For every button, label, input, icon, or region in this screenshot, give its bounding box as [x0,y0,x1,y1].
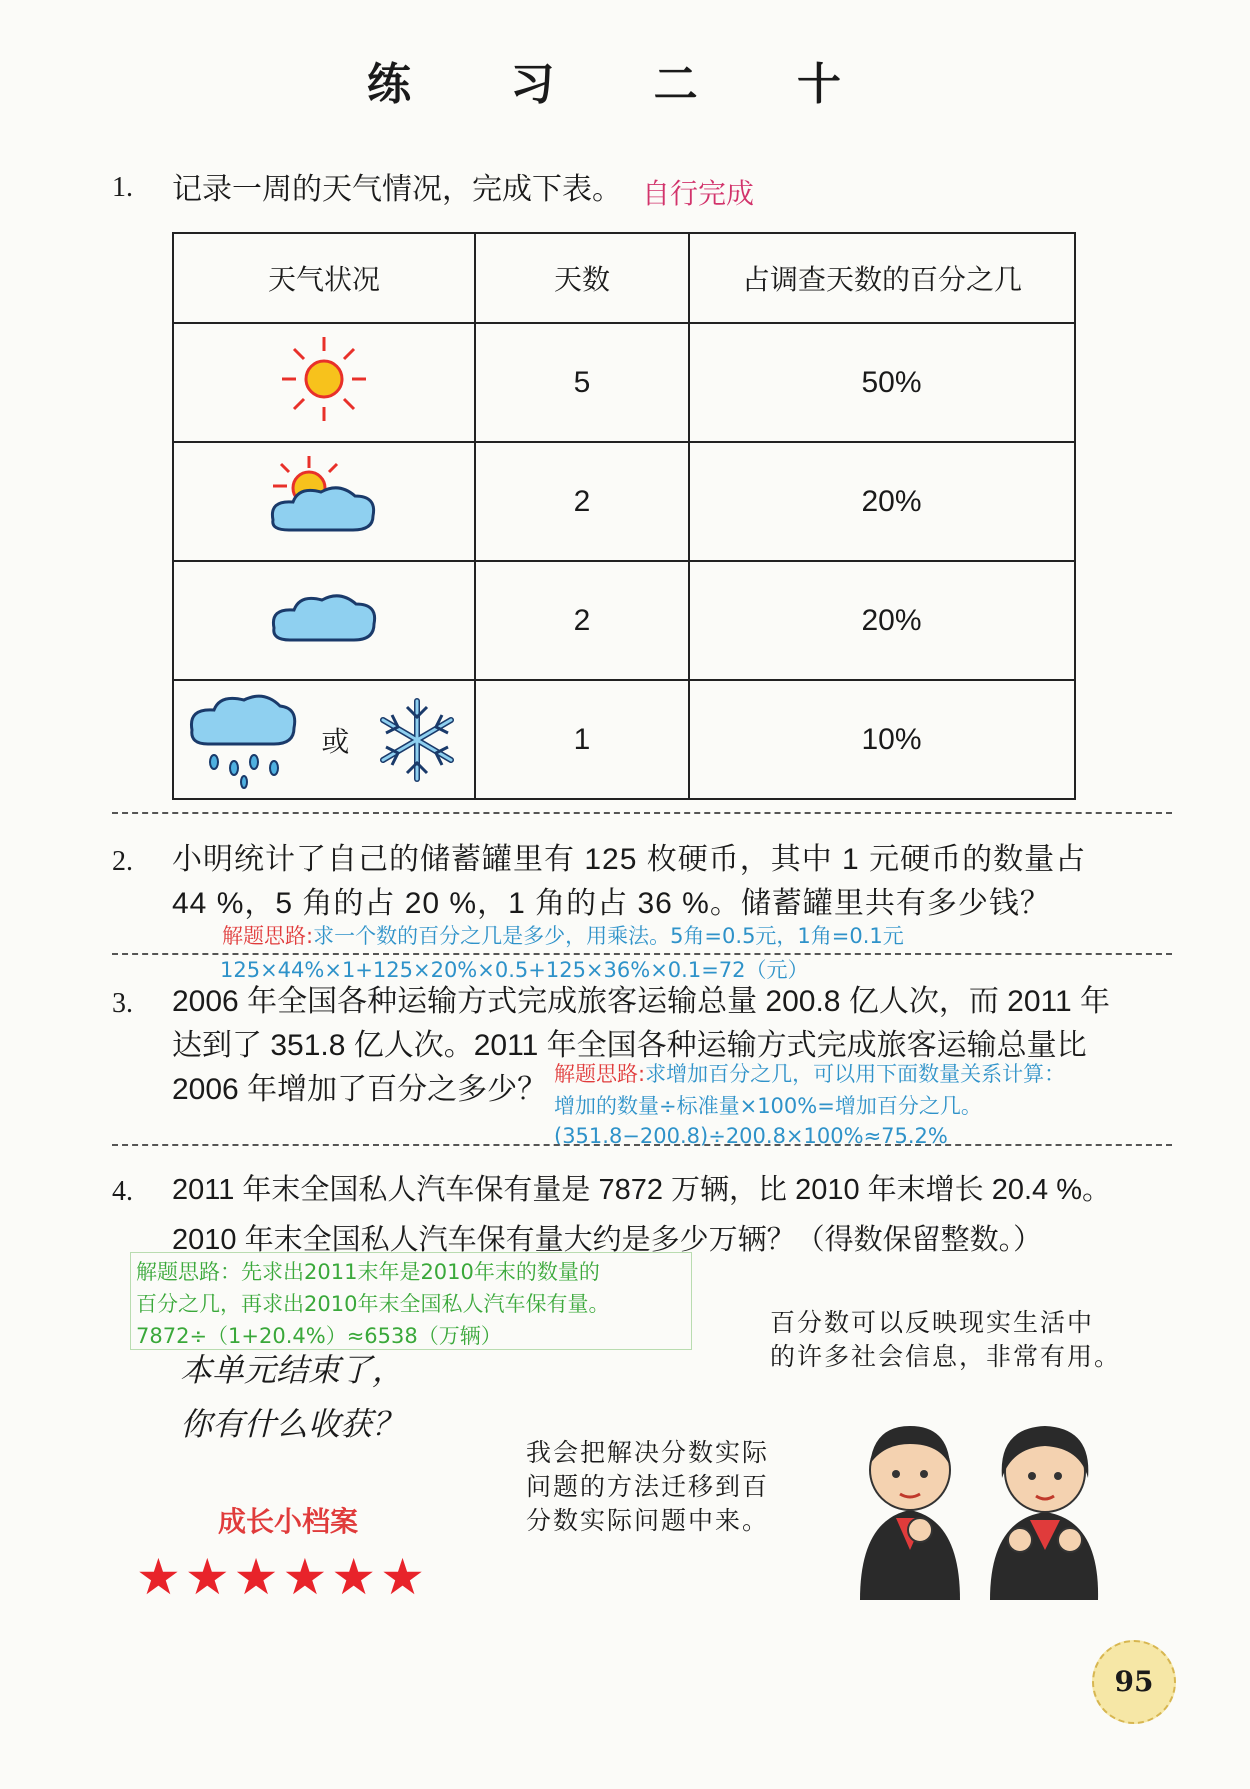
question-4-formula: 7872÷（1+20.4%）≈6538（万辆） [136,1324,502,1348]
question-2-formula: 125×44%×1+125×20%×0.5+125×36%×0.1=72（元） [220,958,809,982]
question-1-number: 1. [112,172,133,203]
partly-cloudy-icon [259,448,389,548]
question-3-hint [554,1058,1065,1090]
question-4-hint-line2: 百分之几，再求出2010年末全国私人汽车保有量。 [136,1292,610,1316]
table-header-row [173,233,1075,323]
percent-cell: 10% [689,680,1075,799]
summary-line1: 本单元结束了， [180,1351,405,1389]
question-2-hint [222,920,904,952]
days-cell: 2 [475,561,689,680]
question-1-text: 记录一周的天气情况，完成下表。 [172,172,622,207]
table-row [173,561,1075,680]
divider [112,812,1172,814]
boy-note-line1: 我会把解决分数实际 [526,1438,770,1467]
divider [112,1144,1172,1146]
header-weather: 天气状况 [173,233,475,323]
table-row [173,323,1075,442]
answer-note: 自行完成 [642,177,755,210]
question-3-line3: 2006 年增加了百分之多少？ [172,1073,548,1106]
percent-cell: 50% [689,323,1075,442]
girl-figure [990,1426,1098,1600]
header-days: 天数 [475,233,689,323]
days-cell: 1 [475,680,689,799]
question-3-number: 3. [112,988,133,1019]
summary-line2: 你有什么收获？ [180,1405,405,1443]
hint-text: 求增加百分之几，可以用下面数量关系计算： [645,1062,1066,1086]
question-3-formula: (351.8−200.8)÷200.8×100%≈75.2% [554,1124,948,1148]
question-2-number: 2. [112,846,133,877]
sun-icon [269,329,379,429]
weather-cell [173,561,475,680]
weather-cell [173,680,475,799]
hint-text: 求一个数的百分之几是多少，用乘法。5角=0.5元，1角=0.1元 [313,924,904,948]
children-illustration [840,1400,1120,1610]
table-row [173,442,1075,561]
question-4-number: 4. [112,1176,133,1207]
cloud-icon [264,582,384,652]
question-3-line1: 2006 年全国各种运输方式完成旅客运输总量 200.8 亿人次，而 2011 年 [172,985,1110,1018]
snowflake-icon [372,695,462,785]
question-3-line2: 达到了 351.8 亿人次。2011 年全国各种运输方式完成旅客运输总量比 [172,1029,1087,1062]
girl-note-line1: 百分数可以反映现实生活中 [770,1308,1095,1337]
page-number: 95 [1092,1640,1176,1724]
weather-cell [173,442,475,561]
star-rating: ★★★★★★ [136,1548,429,1606]
days-cell: 5 [475,323,689,442]
percent-cell: 20% [689,561,1075,680]
question-4-line2: 2010 年末全国私人汽车保有量大约是多少万辆？（得数保留整数。） [172,1224,1043,1256]
girl-note-line2: 的许多社会信息，非常有用。 [770,1342,1122,1371]
hint-label: 解题思路: [222,924,314,948]
question-2-line2: 44 %，5 角的占 20 %，1 角的占 36 %。储蓄罐里共有多少钱？ [172,887,1051,920]
header-percent: 占调查天数的百分之几 [689,233,1075,323]
question-4-line1: 2011 年末全国私人汽车保有量是 7872 万辆，比 2010 年末增长 20.4 %。 [172,1174,1112,1206]
boy-figure [860,1426,960,1600]
boy-note-line3: 分数实际问题中来。 [526,1506,770,1535]
page-title: 练 习 二 十 [367,59,883,110]
weather-cell [173,323,475,442]
question-2-line1: 小明统计了自己的储蓄罐里有 125 枚硬币，其中 1 元硬币的数量占 [172,843,1087,876]
growth-record-label: 成长小档案 [218,1505,359,1538]
rain-icon [184,690,299,790]
days-cell: 2 [475,442,689,561]
weather-table [172,232,1076,800]
hint-label: 解题思路: [554,1062,646,1086]
question-4-hint-line1: 解题思路：先求出2011末年是2010年末的数量的 [136,1260,600,1284]
percent-cell: 20% [689,442,1075,561]
or-label: 或 [321,724,350,758]
table-row [173,680,1075,799]
boy-note-line2: 问题的方法迁移到百 [526,1472,770,1501]
question-3-hint-line2: 增加的数量÷标准量×100%=增加百分之几。 [554,1094,982,1118]
